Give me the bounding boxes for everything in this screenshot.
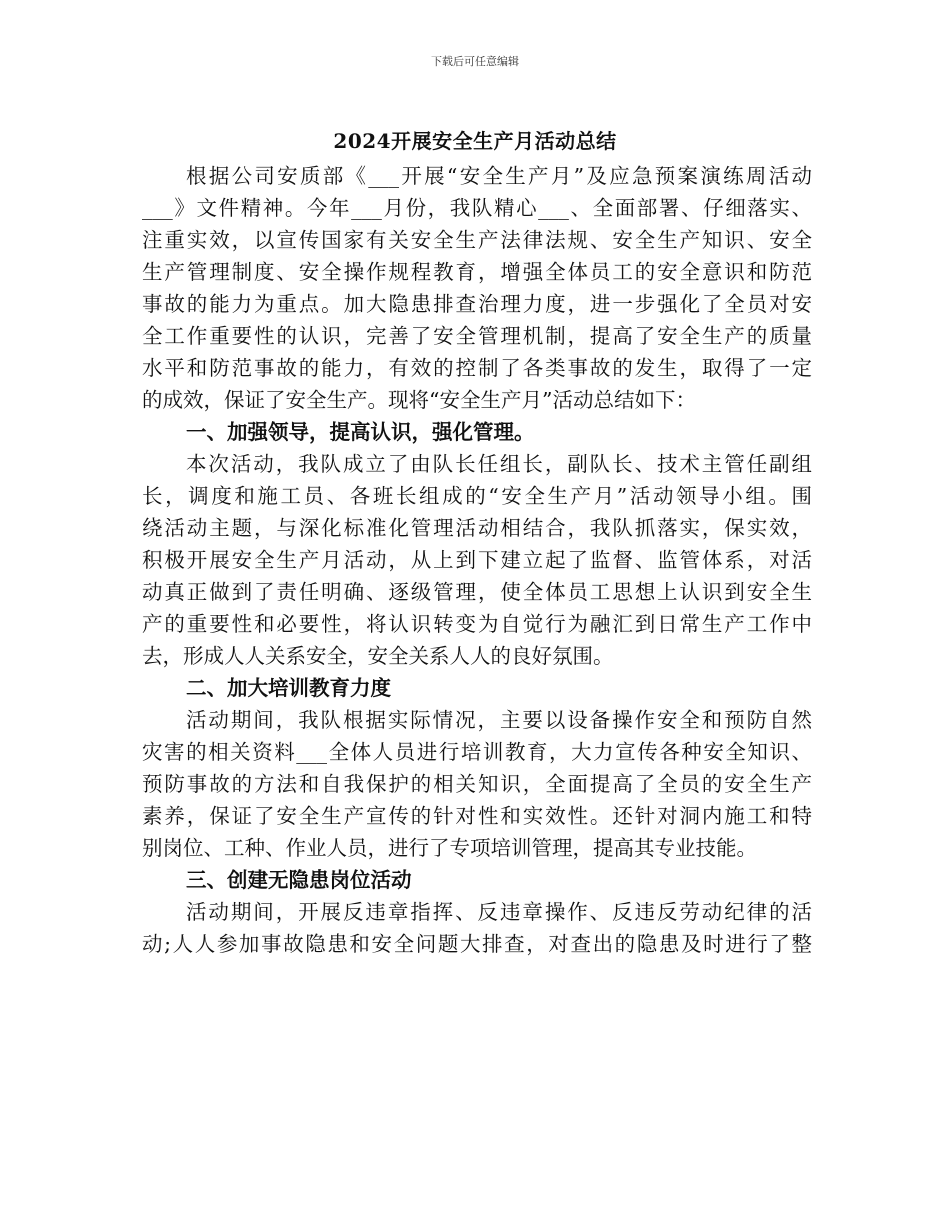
header-note: 下载后可任意编辑: [431, 55, 519, 68]
text-line: 动;人人参加事故隐患和安全问题大排查，对查出的隐患及时进行了整: [142, 932, 812, 956]
text-line: 素养，保证了安全生产宣传的针对性和实效性。还针对洞内施工和特: [142, 804, 812, 828]
text-line: 根据公司安质部《___开展“安全生产月”及应急预案演练周活动: [186, 164, 812, 188]
text-line: 活动期间，我队根据实际情况，主要以设备操作安全和预防自然: [186, 708, 812, 732]
text-line: 的成效，保证了安全生产。现将“安全生产月”活动总结如下：: [142, 388, 696, 412]
text-line: 积极开展安全生产月活动，从上到下建立起了监督、监管体系，对活: [142, 548, 812, 572]
document-title: 2024开展安全生产月活动总结: [333, 129, 617, 153]
section-heading-3: 三、创建无隐患岗位活动: [186, 868, 412, 892]
text-line: 事故的能力为重点。加大隐患排查治理力度，进一步强化了全员对安: [142, 292, 812, 316]
text-line: 绕活动主题，与深化标准化管理活动相结合，我队抓落实，保实效，: [142, 516, 812, 540]
text-line: 产的重要性和必要性，将认识转变为自觉行为融汇到日常生产工作中: [142, 612, 812, 636]
text-line: 动真正做到了责任明确、逐级管理，使全体员工思想上认识到安全生: [142, 580, 812, 604]
document-body: [142, 160, 812, 960]
text-line: 预防事故的方法和自我保护的相关知识，全面提高了全员的安全生产: [142, 772, 812, 796]
section-3-paragraph: [142, 896, 812, 960]
text-line: 生产管理制度、安全操作规程教育，增强全体员工的安全意识和防范: [142, 260, 812, 284]
section-2-paragraph: [142, 704, 812, 864]
text-line: ___》文件精神。今年___月份，我队精心___、全面部署、仔细落实、: [142, 196, 812, 220]
section-heading-2: 二、加大培训教育力度: [186, 676, 391, 700]
intro-paragraph: [142, 160, 812, 416]
section-heading-1: 一、加强领导，提高认识，强化管理。: [186, 420, 535, 444]
text-line: 长，调度和施工员、各班长组成的“安全生产月”活动领导小组。围: [142, 484, 812, 508]
text-line: 本次活动，我队成立了由队长任组长，副队长、技术主管任副组: [186, 452, 812, 476]
text-line: 全工作重要性的认识，完善了安全管理机制，提高了安全生产的质量: [142, 324, 812, 348]
section-1-paragraph: [142, 448, 812, 672]
text-line: 去，形成人人关系安全，安全关系人人的良好氛围。: [142, 644, 614, 668]
text-line: 活动期间，开展反违章指挥、反违章操作、反违反劳动纪律的活: [186, 900, 812, 924]
text-line: 灾害的相关资料___全体人员进行培训教育，大力宣传各种安全知识、: [142, 740, 812, 764]
text-line: 注重实效，以宣传国家有关安全生产法律法规、安全生产知识、安全: [142, 228, 812, 252]
text-line: 水平和防范事故的能力，有效的控制了各类事故的发生，取得了一定: [142, 356, 812, 380]
text-line: 别岗位、工种、作业人员，进行了专项培训管理，提高其专业技能。: [142, 836, 757, 860]
